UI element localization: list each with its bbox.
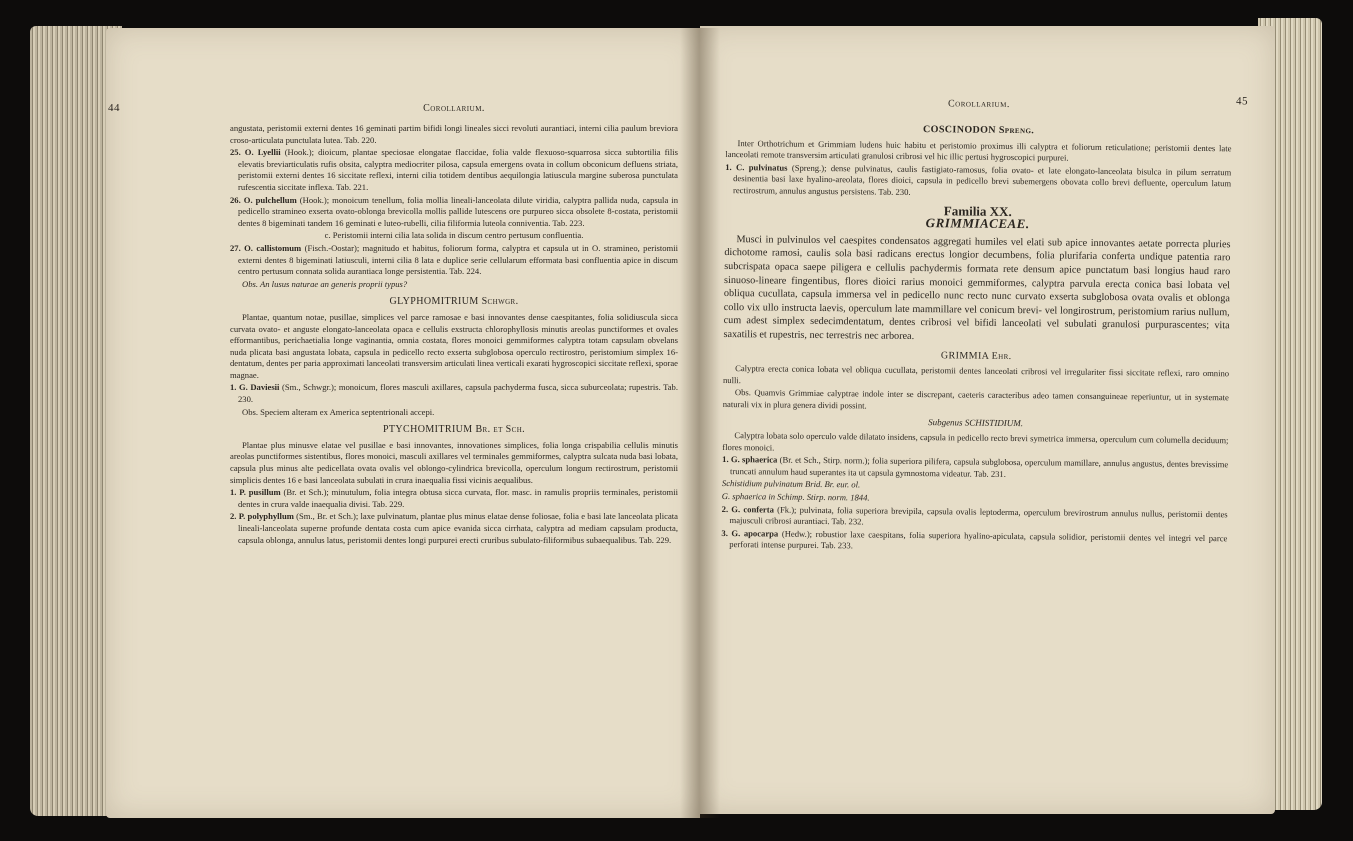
species-text: (Br. et Sch.); minutulum, folia integra obtusa sicca curvata, flor. masc. in ramulis propriis terminales, peristomii dentes in crura valde inaequalia divisi. Tab. 229. <box>238 487 678 509</box>
paragraph: angustata, peristomii externi dentes 16 geminati partim bifidi longi lineales sicci revoluti aurantiaci, interni cilia paulum breviora croso-articulata punctulata lutea. Tab. 220. <box>230 123 678 145</box>
species-entry <box>230 195 678 230</box>
species-entry <box>721 528 1227 556</box>
left-page <box>106 28 700 818</box>
species-text: (Hedw.); robustior laxe caespitans, folia superiora hyalino-apiculata, capsula solidior, peristomii dentes vel integri vel parce perforati intense purpurei. Tab. 233. <box>729 528 1228 551</box>
synonym: Schistidium pulvinatum Brid. Br. eur. ol. <box>721 478 861 490</box>
species-entry <box>230 243 678 278</box>
species-text: (Hook.); monoicum tenellum, folia mollia lineali-lanceolata dilute viridia, calyptra pallida nuda, capsula in pedicello stramineo exserta ovato-oblonga brevicolla mollis pallide lutescens ore purpureo sicca obsolete 8-costata, peristomii dentes 8 bigeminati tandem 16 geminati e luteo-rubelli, cilia filiformia luteola conniventia. Tab. 223. <box>238 194 678 228</box>
right-page <box>700 26 1275 814</box>
species-text: (Fk.); pulvinata, folia superiora brevipila, capsula ovalis leptoderma, operculum brevirostrum annulus nullus, peristomii dentes majusculi cribrosi aurantiaci. Tab. 232. <box>729 504 1228 527</box>
species-text: (Br. et Sch., Stirp. norm.); folia superiora pilifera, capsula subglobosa, operculum mamillare, annulus angustus, dentes brevissime truncati annulum haud superantes ita ut capsula gymnostoma videatur. Tab. 231. <box>730 454 1229 479</box>
species-entry <box>725 162 1231 202</box>
species-label: 1. G. Daviesii <box>230 382 280 393</box>
genus-heading: PTYCHOMITRIUM Br. et Sch. <box>382 424 526 436</box>
running-title: Corollarium. <box>423 103 485 114</box>
species-label: 3. G. apocarpa <box>721 527 779 539</box>
species-text: (Sm., Schwgr.); monoicum, flores masculi axillares, capsula pachyderma fusca, sicca suburceolata; rupestris. Tab. 230. <box>238 382 679 405</box>
genus-heading: COSCINODON Spreng. <box>923 124 1035 137</box>
species-text: (Fisch.-Oostar); magnitudo et habitus, foliorum forma, calyptra et capsula ut in O. stramineo, peristomii externi dentes 8 bigeminati latiusculi, interni cilia 8 lata e duplice serie cellularum efformata basi confluentia apice in discum centro pertusum connata solida aurantiaca longe persistentia. Tab. 224. <box>238 242 678 277</box>
species-label: 25. O. Lyellii <box>230 147 281 158</box>
running-title: Corollarium. <box>947 98 1010 110</box>
species-label: 27. O. callistomum <box>230 242 302 253</box>
family-heading: Familia XX. <box>943 202 1012 219</box>
species-label: 2. G. conferta <box>721 503 774 515</box>
genus-description: Plantae plus minusve elatae vel pusillae e basi innovantes, innovationes simplices, folia longa crispabilia cellulis minutis areolas punctiformes sistentibus, flores monoici, masculi axillares vel terminales gemmiformes, calyptra sulcata nuda basi lobata, capsula plus minus alte pedicellata ovata ovalis vel oblongo-cylindrica brevicolla, operculum longum rectirostrum, peristomii simplicis dentes 16 e basi lanceolata subulati in crura inaequalia fissi vicinis aequalibus. <box>230 439 678 485</box>
subgenus-heading: Subgenus SCHISTIDIUM. <box>928 417 1024 429</box>
right-header <box>726 95 1249 121</box>
genus-description: Inter Orthotrichum et Grimmiam ludens huic habitu et peristomio proximus illi calyptra et foliorum reticulatione; peristomii dentes late lanceolati remote transversim articulati granulosi cribrosi vel hic illic pertusi hygroscopici purpurei. <box>725 137 1232 163</box>
species-entry <box>230 487 678 510</box>
species-label: 1. P. pusillum <box>230 487 281 498</box>
species-entry <box>230 511 678 546</box>
right-page-content <box>721 95 1249 557</box>
species-label: 2. P. polyphyllum <box>230 511 294 522</box>
species-text: (Hook.); dioicum, plantae speciosae elongatae flaccidae, folia valde flexuoso-squarrosa sicca subtortilia filis elevatis breviarticulatis rufis obsita, calyptra mediocriter pilosa, capsula emergens ovata in collum obconicum defluens striata, peristomii externi dentes 16 siccitate reflexi, interni cilia totidem dentibus aequilongia latiuscula margine suberosa punctulata rufescentia siccitate inflexa. Tab. 221. <box>238 147 678 192</box>
family-name: GRIMMIACEAE. <box>925 215 1030 232</box>
subgenus-description: Calyptra lobata solo operculo valde dilatato insidens, capsula in pedicello recto brevi symetrica immersa, operculum cum columella deciduum; flores monoici. <box>722 430 1229 453</box>
book-gutter <box>680 28 720 818</box>
family-description: Musci in pulvinulos vel caespites condensatos aggregati humiles vel elati sub apice innovantes aetate porrecta pluries dichotome ramosi, caulis sola basi radicans erectus longior decumbens, folia plurifaria conferta undique patentia raro subcrispata opaca saepe piligera e cellulis pachydermis formata rete densum apice punctatum basi longius haud raro sinuoso-lineare fingentibus, flores dioici rarius monoici gemmiformes, calyptra parvula erecta conica basi lobata vel obliqua cucullata, capsula immersa vel in pedicello nunc recto nunc curvato exserta subglobosa ovata ovalis et oblonga collo vix ullo instructa laevis, operculum late mammillare vel conicum brevi- vel longirostrum, peristomium rarius nullum, cum adest simplex sedecimdentatum, dentes cribrosi vel bifidi lanceolati vel subulati granulosi purpurascentes; vita saxatilis et rupestris, nec terrestris nec arborea. <box>723 233 1231 342</box>
page-number: 45 <box>1235 95 1249 108</box>
observation: Obs. Quamvis Grimmiae calyptrae indole inter se discrepant, caeteris caracteribus adeo tamen consanguineae reperiuntur, ut in systemate naturali vix in plura genera dividi possint. <box>722 387 1229 411</box>
genus-heading: GRIMMIA Ehr. <box>940 349 1012 362</box>
species-label: 1. G. sphaerica <box>722 454 778 465</box>
observation: Obs. Speciem alteram ex America septentrionali accepi. <box>242 406 435 417</box>
genus-description: Plantae, quantum notae, pusillae, simplices vel parce ramosae e basi innovantes dense caespitantes, folia solidiuscula sicca curvata ovato- et anguste elongato-lanceolata opaca e cellulis exstructa chlorophyllosis minutis areolas punctiformes et ovales efformantibus, perichaetialia longe vaginantia, omnia costata, flores monoici gemmiformes calyptra totam capsulam obvelans nuda plicata basi angustata lobata, capsula in pedicello recto exserta subglobosa operculo rectirostro, peristomium simplex 16-dentatum, dentes per paria approximati lanceolati transversim articulati linea verticali exarati hygroscopici siccitate reflexi, sporae magnae. <box>230 311 678 380</box>
left-header <box>108 102 678 123</box>
page-number: 44 <box>108 102 120 114</box>
species-entry <box>230 147 678 193</box>
open-book <box>8 6 1346 836</box>
subsection-heading: c. Peristomii interni cilia lata solida in discum centro pertusum confluentia. <box>324 230 584 241</box>
left-page-content <box>108 102 679 547</box>
genus-heading: GLYPHOMITRIUM Schwgr. <box>389 296 519 308</box>
species-entry <box>230 382 678 405</box>
synonym: G. sphaerica in Schimp. Stirp. norm. 1844. <box>721 491 870 503</box>
species-label: 26. O. pulchellum <box>230 194 297 205</box>
genus-description: Calyptra erecta conica lobata vel obliqua cucullata, peristomii dentes lanceolati cribrosi vel irregulariter fissi siccitate reflexi, raro omnino nulli. <box>722 363 1230 385</box>
species-label: 1. C. pulvinatus <box>725 161 788 173</box>
observation: Obs. An lusus naturae an generis proprii typus? <box>242 278 408 289</box>
species-text: (Spreng.); dense pulvinatus, caulis fastigiato-ramosus, folia ovato- et late elongato-lanceolata bisulca in pilum serratum desinentia basi laxe hyalino-areolata, flores dioici, capsula in pedicello brevi subemergens obovata collo brevi defluente, operculum latum rectirostrum, annulus angustus persistens. Tab. 230. <box>732 162 1232 197</box>
species-text: (Sm., Br. et Sch.); laxe pulvinatum, plantae plus minus elatae dense foliosae, folia e basi late lanceolata plicata lineali-lanceolata superne profunde dentata costa cum apice evanida sicca cirrhata, calyptra ad mediam capsulam producta, capsula oblonga, annulus latus, peristomii dentes longi purpurei erecti cruribus subulato-filiformibus subaequalibus. Tab. 229. <box>238 511 678 545</box>
